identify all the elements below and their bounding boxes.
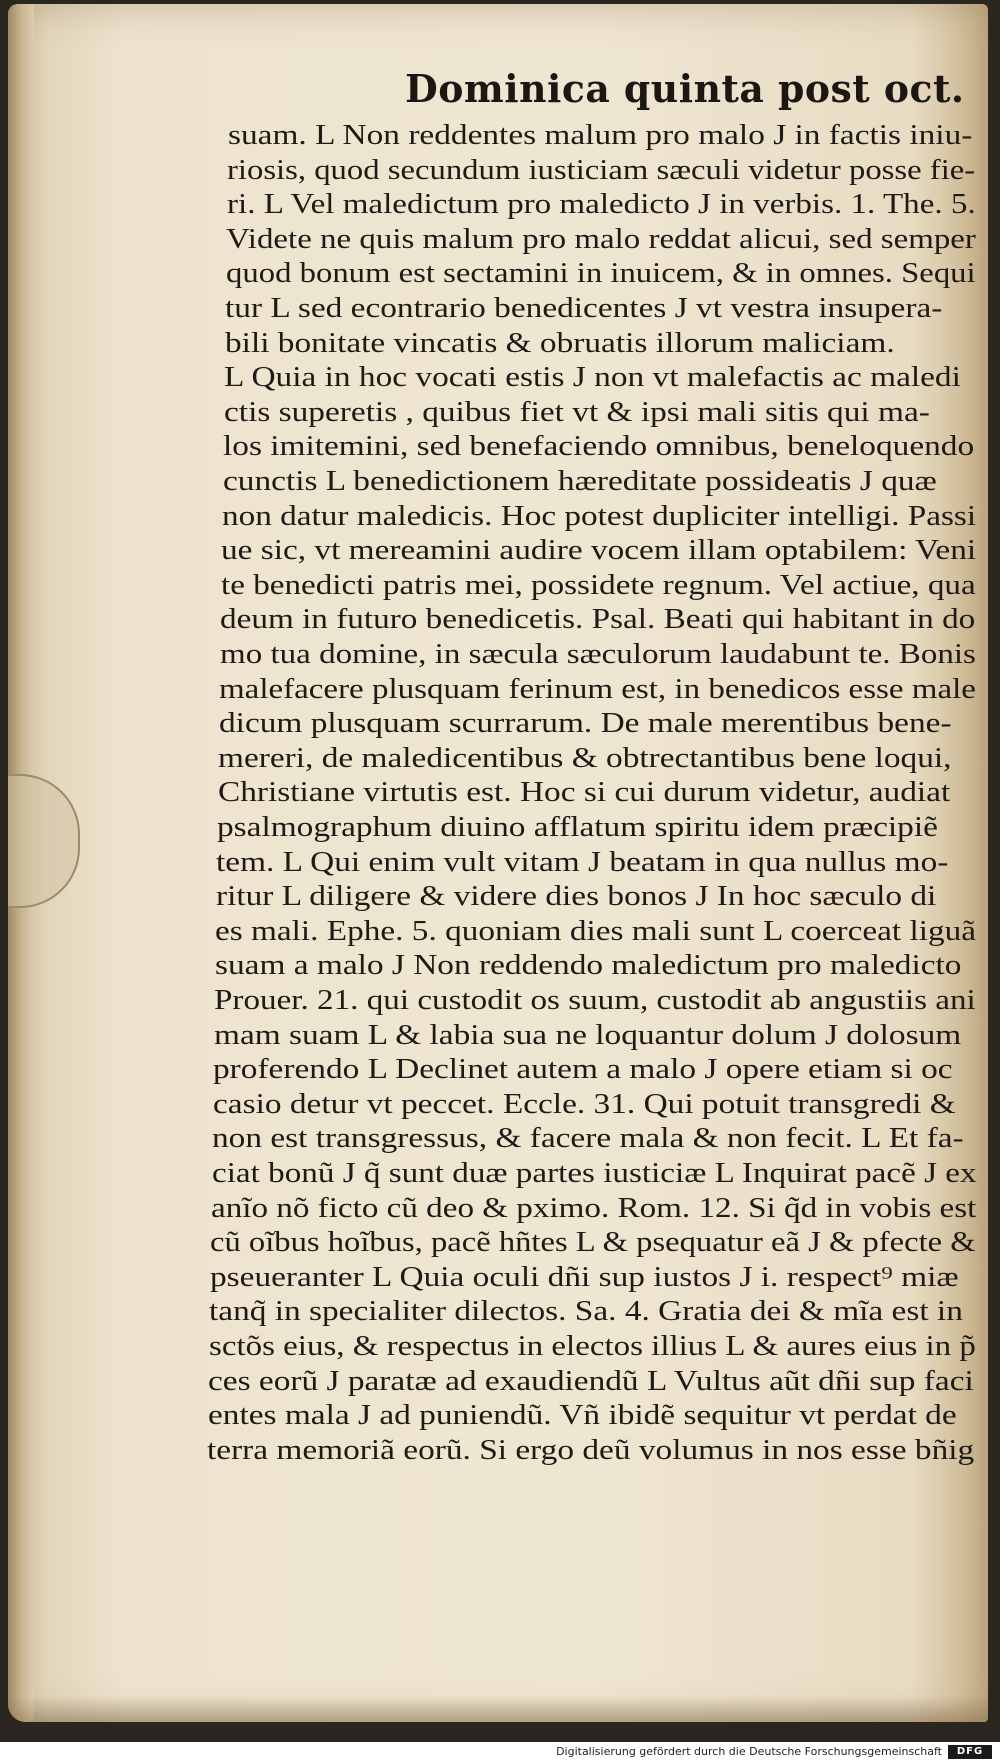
text-line: cunctis L benedictionem hæreditate possideatis J quæ [222, 465, 937, 497]
text-line: Videte ne quis malum pro malo reddat alicui, sed semper [226, 222, 977, 255]
text-line: L Quia in hoc vocati estis J non vt malefactis ac maledi [224, 361, 962, 394]
text-line: los imitemini, sed benefaciendo omnibus, beneloquendo [223, 430, 975, 463]
dfg-credit: Digitalisierung gefördert durch die Deutsche Forschungsgemeinschaft [556, 1745, 942, 1758]
text-line: entes mala J ad puniendũ. Vñ ibidẽ sequitur vt perdat de [207, 1399, 957, 1432]
text-line: mam suam L & labia sua ne loquantur dolum J dolosum [213, 1018, 961, 1051]
thumb-tab-mark [8, 774, 80, 908]
page-bottom-edge [8, 1696, 988, 1722]
text-line: dicum plusquam scurrarum. De male merentibus bene- [218, 707, 952, 740]
text-line: mo tua domine, in sæcula sæculorum laudabunt te. Bonis [219, 638, 976, 670]
text-line: Prouer. 21. qui custodit os suum, custodit ab angustiis ani [214, 984, 977, 1016]
text-line: ctis superetis , quibus fiet vt & ipsi mali sitis qui ma- [223, 395, 930, 428]
text-line: proferendo L Declinet autem a malo J opere etiam si oc [213, 1053, 953, 1086]
text-line: suam. L Non reddentes malum pro malo J in factis iniu- [228, 119, 973, 151]
text-line: bili bonitate vincatis & obruatis illorum maliciam. [224, 326, 895, 359]
text-line: tur L sed econtrario benedicentes J vt vestra insupera- [225, 292, 943, 324]
text-line: psalmographum diuino afflatum spiritu idem præcipiẽ [217, 811, 938, 843]
text-line: mereri, de maledicentibus & obtrectantibus bene loqui, [218, 741, 952, 774]
text-line: Christiane virtutis est. Hoc si cui durum videtur, audiat [217, 776, 950, 809]
text-line: terra memoriã eorũ. Si ergo deũ volumus in nos esse bñig [207, 1433, 975, 1466]
text-line: deum in futuro benedicetis. Psal. Beati qui habitant in do [220, 603, 976, 636]
text-line: non est transgressus, & facere mala & non fecit. L Et fa- [212, 1122, 964, 1155]
text-line: riosis, quod secundum iusticiam sæculi videtur posse fie- [227, 153, 976, 186]
text-block [207, 118, 978, 1488]
text-line: tanq̃ in specialiter dilectos. Sa. 4. Gratia dei & mĩa est in [209, 1295, 964, 1328]
text-line: suam a malo J Non reddendo maledictum pro maledicto [214, 949, 962, 982]
text-line: anĩo nõ ficto cũ deo & pximo. Rom. 12. Si q̃d in vobis est [210, 1191, 977, 1224]
text-line: ritur L diligere & videre dies bonos J In hoc sæculo di [215, 880, 937, 913]
text-line: cũ oĩbus hoĩbus, pacẽ hñtes L & psequatur eã J & pfecte & [210, 1226, 977, 1259]
text-line: quod bonum est sectamini in inuicem, & in omnes. Sequi [225, 257, 976, 290]
text-line: casio detur vt peccet. Eccle. 31. Qui potuit transgredi & [212, 1087, 956, 1120]
text-line: ces eorũ J paratæ ad exaudiendũ L Vultus aũt dñi sup faci [208, 1364, 974, 1397]
running-head: Dominica quinta post oct. [405, 66, 965, 111]
text-line: non datur maledicis. Hoc potest dupliciter intelligi. Passi [221, 499, 977, 532]
text-line: ri. L Vel maledictum pro maledicto J in verbis. 1. The. 5. [226, 188, 976, 221]
text-line: ciat bonũ J q̃ sunt duæ partes iusticiæ L Inquirat pacẽ J ex [211, 1157, 977, 1189]
text-line: ue sic, vt mereamini audire vocem illam optabilem: Veni [221, 534, 977, 567]
text-line: sctõs eius, & respectus in electos illius L & aures eius in p̃ [208, 1330, 976, 1362]
text-line: pseueranter L Quia oculi dñi sup iustos J i. respect⁹ miæ [209, 1260, 959, 1293]
text-line: te benedicti patris mei, possidete regnum. Vel actiue, qua [220, 568, 976, 601]
text-line: malefacere plusquam ferinum est, in benedicos esse male [219, 672, 977, 705]
dfg-logo: DFG [948, 1745, 992, 1759]
text-line: tem. L Qui enim vult vitam J beatam in qua nullus mo- [216, 845, 949, 878]
text-line: es mali. Ephe. 5. quoniam dies mali sunt L coerceat liguã [215, 914, 977, 947]
